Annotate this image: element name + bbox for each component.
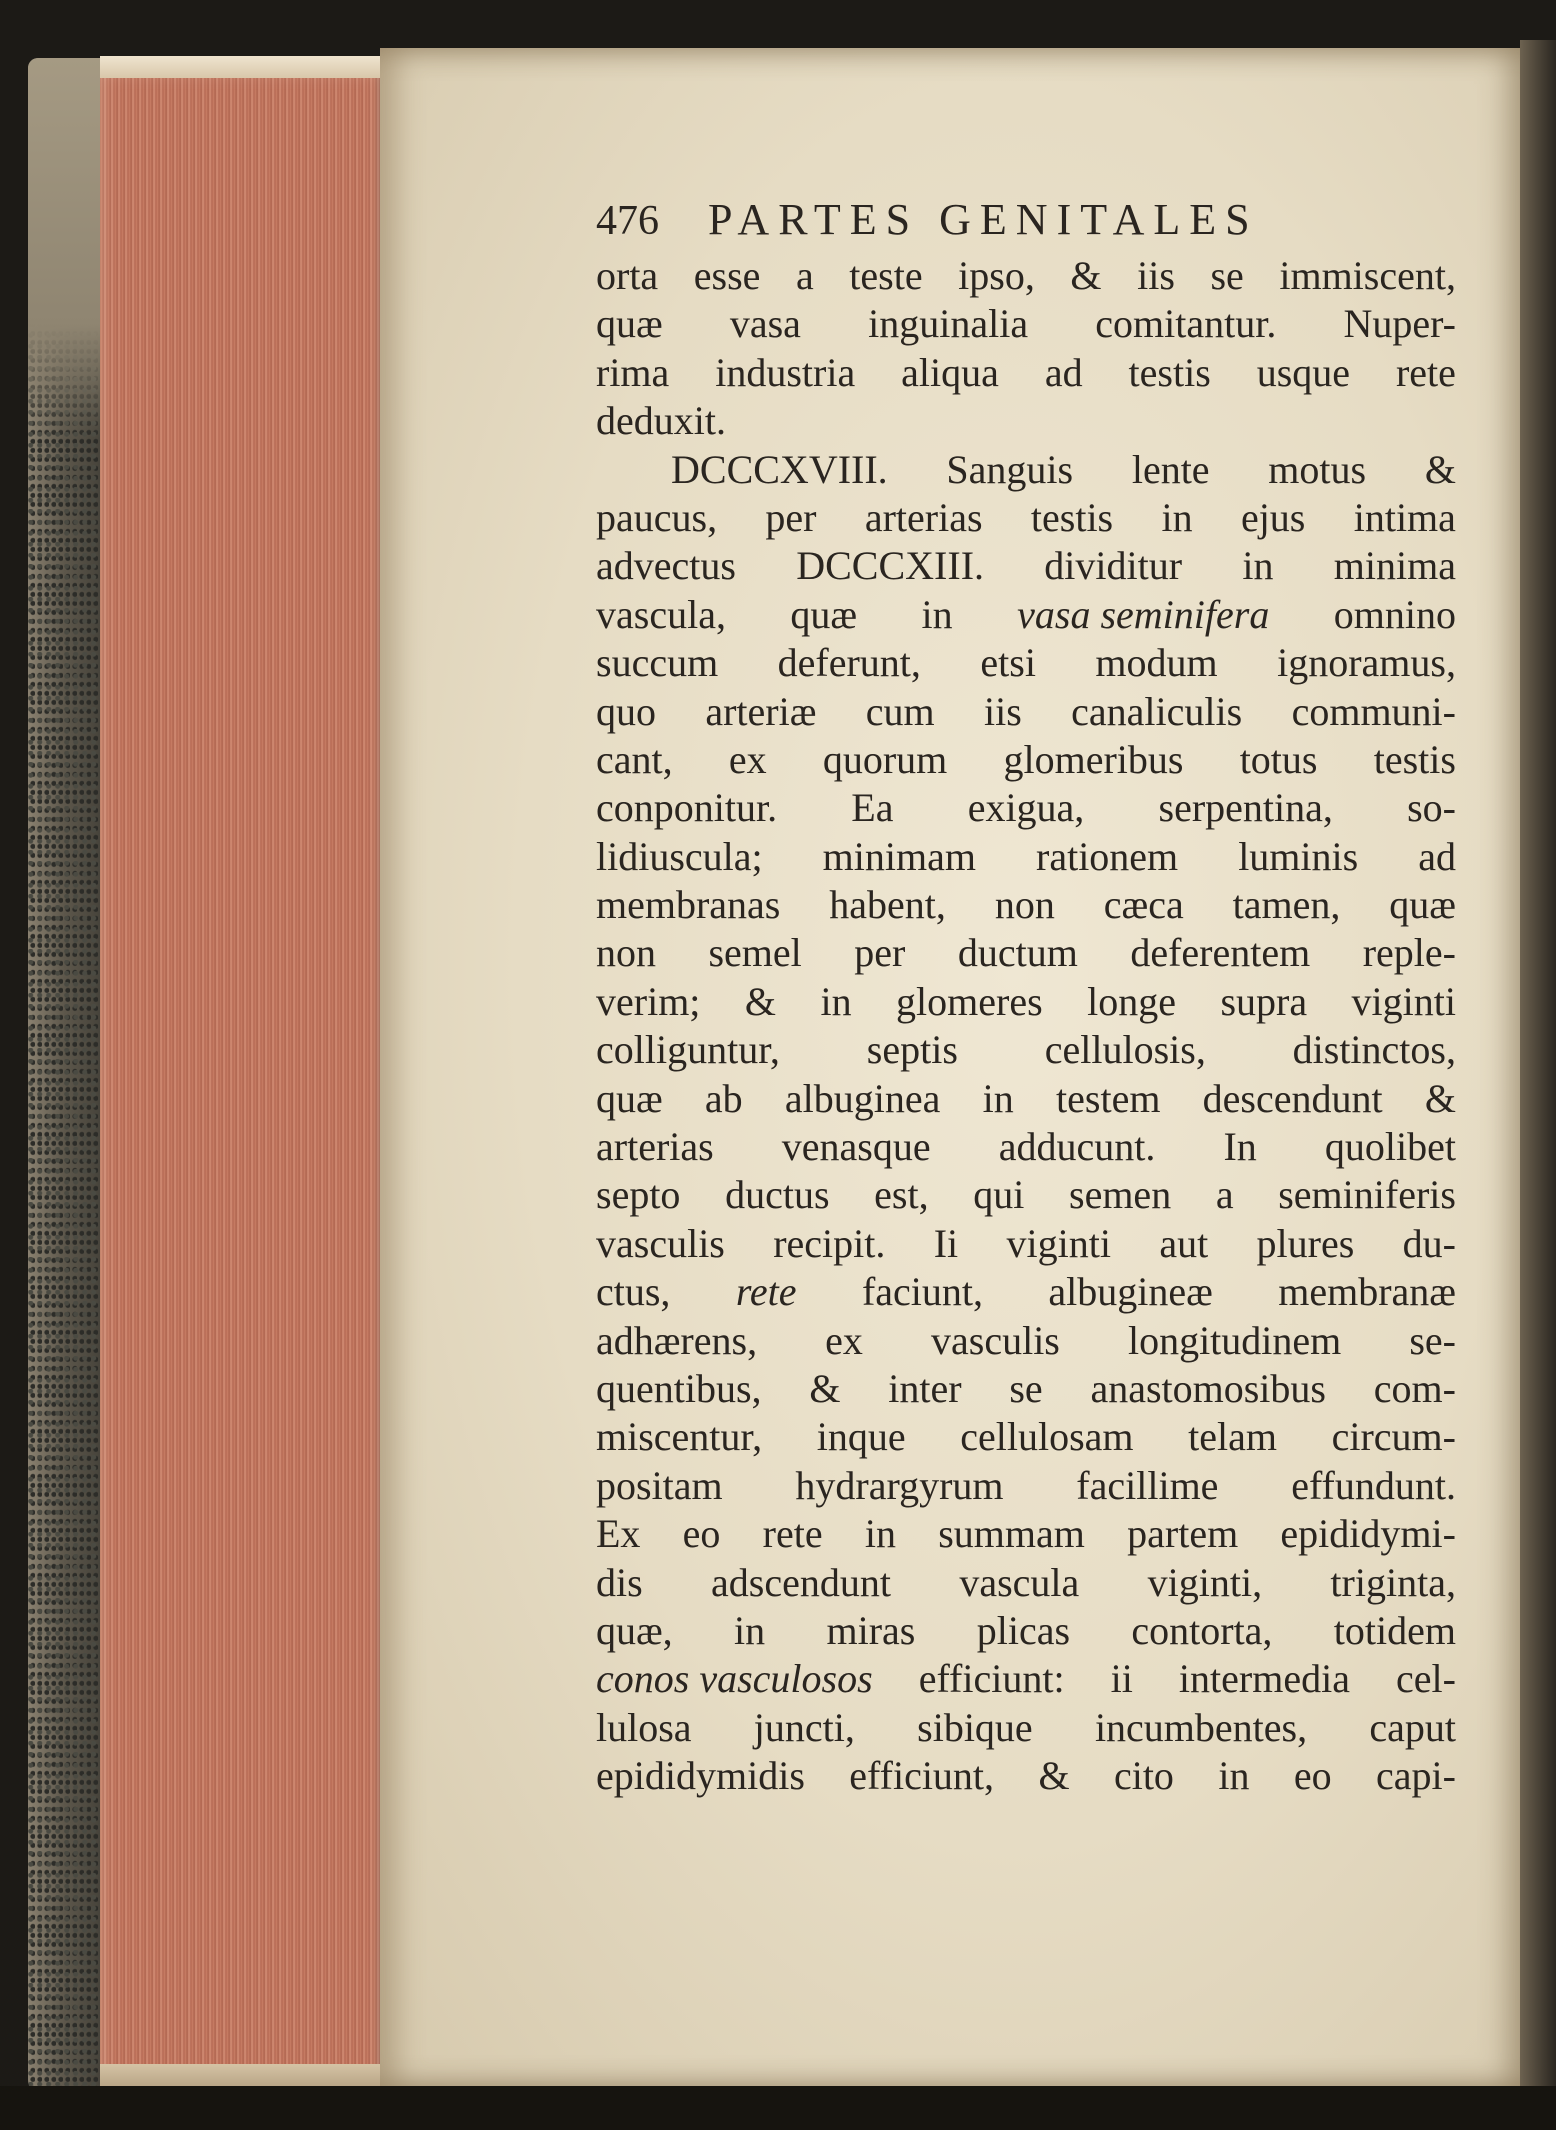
text-word: per	[854, 930, 906, 976]
facing-page-edge	[1520, 40, 1556, 2100]
text-word: industria	[715, 349, 856, 395]
text-line	[596, 1220, 1456, 1268]
text-word: in	[1161, 494, 1193, 540]
text-line	[596, 1510, 1456, 1558]
text-line	[596, 1123, 1456, 1171]
text-word: DCCCXIII.	[796, 543, 985, 589]
text-word: cito	[1113, 1753, 1174, 1799]
text-word: membranas	[596, 882, 781, 928]
text-word: testem	[1056, 1075, 1161, 1121]
page-block-top	[100, 56, 382, 78]
text-word: rete	[735, 1269, 797, 1315]
text-word: non	[596, 930, 656, 976]
text-word: Ea	[851, 785, 894, 831]
text-line	[596, 1026, 1456, 1074]
text-word: verim;	[596, 978, 701, 1024]
text-word: testis	[1128, 349, 1211, 395]
text-word: per	[765, 494, 817, 540]
text-line	[596, 446, 1456, 494]
text-word: conponitur.	[596, 785, 778, 831]
page-block-edge	[100, 56, 382, 2086]
text-word: testis	[1373, 736, 1456, 782]
text-line	[596, 1365, 1456, 1413]
text-word: habent,	[829, 882, 946, 928]
text-word: triginta,	[1330, 1559, 1456, 1605]
text-word: totidem	[1333, 1607, 1456, 1653]
text-word: cæca	[1103, 882, 1184, 928]
text-word: lulosa	[596, 1704, 692, 1750]
text-word: longitudinem	[1127, 1317, 1342, 1363]
text-line	[596, 1607, 1456, 1655]
text-word: positam	[596, 1462, 723, 1508]
text-word: inque	[816, 1414, 906, 1460]
text-word: &	[1424, 1075, 1456, 1121]
text-word: tamen,	[1232, 882, 1341, 928]
bottom-shadow	[0, 2086, 1556, 2130]
text-word: rima	[596, 349, 670, 395]
text-word: exigua,	[967, 785, 1085, 831]
text-word: comitantur.	[1095, 301, 1277, 347]
text-word: faciunt,	[861, 1269, 984, 1315]
text-line	[596, 300, 1456, 348]
text-word: adducunt.	[998, 1124, 1156, 1170]
text-word: arterias	[596, 1124, 714, 1170]
text-word: plures	[1256, 1220, 1355, 1266]
page-block-bottom	[100, 2064, 382, 2086]
text-word: Sanguis	[946, 446, 1074, 492]
text-word: etsi	[980, 640, 1036, 686]
text-line	[596, 349, 1456, 397]
text-word: in	[864, 1511, 896, 1557]
text-word: vascula	[959, 1559, 1080, 1605]
text-word: deduxit.	[596, 398, 726, 444]
text-word: glomeres	[896, 978, 1043, 1024]
text-word: recipit.	[773, 1220, 886, 1266]
text-word: cel-	[1396, 1656, 1456, 1702]
text-word: anastomosibus	[1090, 1365, 1326, 1411]
text-word: circum-	[1331, 1414, 1456, 1460]
text-word: teste	[849, 253, 923, 298]
text-line	[596, 1075, 1456, 1123]
text-word: Nuper-	[1343, 301, 1456, 347]
text-word: efficiunt:	[918, 1656, 1065, 1702]
text-word: capi-	[1376, 1753, 1456, 1799]
text-word: &	[1070, 253, 1102, 298]
text-word: du-	[1402, 1220, 1456, 1266]
text-word: summam	[938, 1511, 1085, 1557]
text-word: ejus	[1240, 494, 1306, 540]
text-word: cellulosam	[960, 1414, 1134, 1460]
text-word: albugineæ	[1048, 1269, 1213, 1315]
text-word: arteriæ	[705, 688, 817, 734]
text-word: conos vasculosos	[596, 1656, 873, 1702]
text-word: lente	[1131, 446, 1210, 492]
text-word: In	[1223, 1124, 1257, 1170]
text-word: se	[1009, 1365, 1043, 1411]
text-line	[596, 591, 1456, 639]
text-word: quo	[596, 688, 656, 734]
text-word: iis	[1137, 253, 1175, 298]
text-word: so-	[1407, 785, 1456, 831]
text-line	[596, 1704, 1456, 1752]
text-word: omnino	[1333, 591, 1456, 637]
text-word: miscentur,	[596, 1414, 763, 1460]
text-word: hydrargyrum	[795, 1462, 1004, 1508]
text-word: vasa seminifera	[1017, 591, 1270, 637]
text-word: rationem	[1036, 833, 1179, 879]
text-word: ductus	[725, 1172, 830, 1218]
text-word: modum	[1095, 640, 1218, 686]
text-word: cellulosis,	[1044, 1027, 1206, 1073]
body-text	[596, 252, 1456, 1801]
text-word: orta	[596, 253, 659, 298]
text-word: in	[921, 591, 953, 637]
text-word: inguinalia	[868, 301, 1029, 347]
text-line	[596, 639, 1456, 687]
text-word: totus	[1239, 736, 1318, 782]
text-word: effundunt.	[1291, 1462, 1456, 1508]
text-word: luminis	[1238, 833, 1359, 879]
text-word: arterias	[864, 494, 983, 540]
text-word: serpentina,	[1158, 785, 1333, 831]
text-word: aut	[1159, 1220, 1209, 1266]
text-word: epididymidis	[596, 1753, 805, 1799]
text-word: in	[982, 1075, 1014, 1121]
text-word: &	[809, 1365, 841, 1411]
text-word: &	[1424, 446, 1456, 492]
text-word: telam	[1188, 1414, 1277, 1460]
text-word: sibique	[917, 1704, 1033, 1750]
text-line	[596, 1413, 1456, 1461]
text-word: Ex	[596, 1511, 641, 1557]
text-word: canaliculis	[1071, 688, 1243, 734]
text-word: reple-	[1362, 930, 1456, 976]
text-word: &	[1038, 1753, 1070, 1799]
text-word: DCCCXVIII.	[671, 446, 888, 492]
text-word: efficiunt,	[849, 1753, 995, 1799]
text-word: quæ	[790, 591, 858, 637]
text-word: adscendunt	[711, 1559, 891, 1605]
text-word: communi-	[1291, 688, 1456, 734]
text-word: qui	[973, 1172, 1025, 1218]
text-word: plicas	[976, 1607, 1071, 1653]
text-word: quentibus,	[596, 1365, 762, 1411]
text-word: viginti	[1006, 1220, 1111, 1266]
text-line	[596, 929, 1456, 977]
text-line	[596, 736, 1456, 784]
text-word: vascula,	[596, 591, 726, 637]
text-line	[596, 881, 1456, 929]
text-line	[596, 1752, 1456, 1800]
text-word: lidiuscula;	[596, 833, 763, 879]
text-word: partem	[1127, 1511, 1239, 1557]
text-word: ex	[728, 736, 767, 782]
text-word: com-	[1373, 1365, 1456, 1411]
text-line	[596, 1655, 1456, 1703]
text-word: testis	[1030, 494, 1114, 540]
text-word: ad	[1044, 349, 1083, 395]
text-word: viginti,	[1147, 1559, 1263, 1605]
text-word: in	[734, 1607, 766, 1653]
text-word: Ii	[933, 1220, 959, 1266]
text-word: vasculis	[931, 1317, 1060, 1363]
text-word: intermedia	[1178, 1656, 1350, 1702]
text-word: venasque	[781, 1124, 931, 1170]
text-word: ad	[1418, 833, 1456, 879]
text-word: minimam	[822, 833, 976, 879]
text-word: septo	[596, 1172, 681, 1218]
text-word: intima	[1353, 494, 1456, 540]
text-word: incumbentes,	[1094, 1704, 1308, 1750]
text-word: epididymi-	[1280, 1511, 1456, 1557]
text-line	[596, 688, 1456, 736]
text-word: se-	[1409, 1317, 1456, 1363]
text-word: esse	[693, 253, 761, 298]
text-word: descendunt	[1202, 1075, 1383, 1121]
text-word: est,	[874, 1172, 929, 1218]
text-word: eo	[1293, 1753, 1332, 1799]
text-word: distinctos,	[1292, 1027, 1456, 1073]
text-word: deferentem	[1130, 930, 1311, 976]
page-header	[596, 196, 1456, 252]
text-word: juncti,	[753, 1704, 855, 1750]
text-word: iis	[984, 688, 1022, 734]
page-number: 476	[596, 198, 659, 244]
text-word: a	[1215, 1172, 1234, 1218]
text-line	[596, 494, 1456, 542]
text-word: caput	[1369, 1704, 1456, 1750]
text-word: quolibet	[1324, 1124, 1456, 1170]
text-word: in	[1218, 1753, 1250, 1799]
text-word: se	[1210, 253, 1244, 298]
text-word: rete	[1395, 349, 1456, 395]
text-word: minima	[1333, 543, 1456, 589]
text-word: ipso,	[958, 253, 1035, 298]
text-word: in	[1242, 543, 1274, 589]
text-word: ctus,	[596, 1269, 671, 1315]
text-line	[596, 978, 1456, 1026]
text-word: semen	[1069, 1172, 1172, 1218]
text-word: usque	[1256, 349, 1351, 395]
text-line	[596, 1268, 1456, 1316]
text-word: quæ	[1389, 882, 1456, 928]
text-word: non	[994, 882, 1055, 928]
text-word: ii	[1110, 1656, 1133, 1702]
text-line	[596, 542, 1456, 590]
text-word: longe	[1087, 978, 1176, 1024]
page-text	[596, 196, 1456, 1801]
text-word: dis	[596, 1559, 643, 1605]
text-word: a	[795, 253, 814, 298]
text-word: immiscent,	[1279, 253, 1456, 298]
text-line	[596, 252, 1456, 300]
text-line	[596, 1317, 1456, 1365]
text-line	[596, 784, 1456, 832]
text-word: cant,	[596, 736, 673, 782]
text-word: contorta,	[1131, 1607, 1273, 1653]
text-word: advectus	[596, 543, 736, 589]
text-word: &	[744, 978, 776, 1024]
text-word: colliguntur,	[596, 1027, 780, 1073]
text-word: glomeribus	[1003, 736, 1184, 782]
text-word: quæ	[596, 1075, 663, 1121]
text-word: motus	[1268, 446, 1367, 492]
text-word: miras	[826, 1607, 916, 1653]
text-word: ab	[704, 1075, 743, 1121]
text-line	[596, 1171, 1456, 1219]
text-word: inter	[888, 1365, 962, 1411]
text-word: ex	[825, 1317, 863, 1363]
text-word: cum	[865, 688, 935, 734]
text-word: vasculis	[596, 1220, 725, 1266]
text-word: seminiferis	[1278, 1172, 1456, 1218]
text-word: aliqua	[901, 349, 999, 395]
text-word: dividitur	[1044, 543, 1183, 589]
text-line	[596, 1462, 1456, 1510]
text-word: viginti	[1351, 978, 1456, 1024]
text-word: deferunt,	[777, 640, 921, 686]
text-word: quæ,	[596, 1607, 673, 1653]
text-word: supra	[1220, 978, 1308, 1024]
text-word: septis	[866, 1027, 958, 1073]
text-word: ignoramus,	[1277, 640, 1456, 686]
running-head: PARTES GENITALES	[708, 195, 1259, 244]
text-line	[596, 397, 1456, 445]
text-word: quorum	[822, 736, 948, 782]
text-line	[596, 1559, 1456, 1607]
text-word: adhærens,	[596, 1317, 758, 1363]
text-word: membranæ	[1278, 1269, 1456, 1315]
text-word: semel	[708, 930, 802, 976]
text-line	[596, 833, 1456, 881]
text-word: albuginea	[784, 1075, 941, 1121]
text-word: succum	[596, 640, 719, 686]
text-word: in	[820, 978, 852, 1024]
text-word: paucus,	[596, 494, 718, 540]
text-word: facillime	[1076, 1462, 1219, 1508]
text-word: quæ	[596, 301, 663, 347]
text-word: vasa	[729, 301, 801, 347]
text-word: ductum	[957, 930, 1078, 976]
text-word: eo	[682, 1511, 721, 1557]
text-word: rete	[762, 1511, 823, 1557]
